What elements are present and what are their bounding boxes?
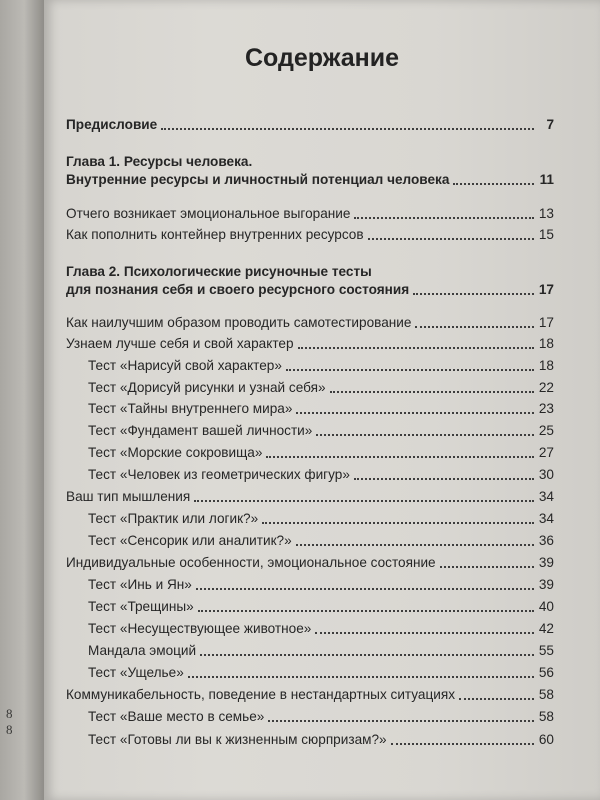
toc-entry-text: Тест «Несуществующее животное»	[88, 621, 312, 636]
toc-entry	[88, 708, 554, 726]
toc-page-number: 55	[538, 643, 554, 658]
toc-page-number: 7	[546, 117, 554, 132]
toc-page-number: 42	[538, 621, 554, 636]
toc-page-number: 30	[538, 467, 554, 482]
toc-entry-text: Тест «Тайны внутреннего мира»	[88, 401, 293, 416]
toc-page-number: 17	[538, 282, 554, 297]
toc-entry-text: Тест «Дорисуй рисунки и узнай себя»	[88, 380, 326, 395]
toc-page-number: 13	[538, 206, 554, 221]
toc-entry-text: Ваш тип мышления	[66, 489, 191, 504]
page-edge-digits	[6, 706, 13, 738]
toc-page-number: 23	[538, 401, 554, 416]
toc-entry-text: Тест «Фундамент вашей личности»	[88, 423, 313, 438]
toc-entry	[88, 598, 554, 616]
toc-page-number: 15	[538, 227, 554, 242]
previous-page-edge	[0, 0, 44, 800]
edge-digit: 8	[6, 706, 13, 721]
toc-page-number: 36	[538, 533, 554, 548]
book-page	[44, 0, 600, 800]
leader-dots	[296, 412, 534, 414]
toc-entry-text: Узнаем лучше себя и свой характер	[66, 336, 294, 351]
toc-page-number: 34	[538, 511, 554, 526]
toc-entry	[66, 335, 554, 353]
toc-page-number: 18	[538, 358, 554, 373]
page-title: Содержание	[244, 44, 400, 72]
leader-dots	[266, 456, 534, 458]
toc-entry	[88, 642, 554, 660]
toc-entry-text: Тест «Нарисуй свой характер»	[88, 358, 282, 373]
toc-entry-text: Тест «Ущелье»	[88, 665, 184, 680]
toc-entry-text: Как наилучшим образом проводить самотестирование	[66, 315, 412, 330]
toc-page-number: 25	[538, 423, 554, 438]
chapter1-title-line1: Глава 1. Ресурсы человека.	[66, 154, 253, 169]
toc-entry	[66, 205, 554, 223]
toc-entry	[88, 576, 554, 594]
toc-page-number: 22	[538, 380, 554, 395]
leader-dots	[296, 544, 534, 546]
leader-dots	[440, 566, 534, 568]
leader-dots	[188, 676, 534, 678]
toc-entry	[88, 510, 554, 528]
toc-page-number: 56	[538, 665, 554, 680]
toc-entry	[88, 379, 554, 397]
toc-entry	[66, 314, 554, 332]
toc-page-number: 58	[538, 709, 554, 724]
leader-dots	[368, 238, 534, 240]
leader-dots	[415, 326, 534, 328]
leader-dots	[413, 293, 534, 295]
toc-entry	[88, 532, 554, 550]
toc-entry-chapter2	[66, 281, 554, 299]
toc-entry-text: Отчего возникает эмоциональное выгорание	[66, 206, 351, 221]
toc-entry-text: Мандала эмоций	[88, 643, 197, 658]
toc-entry	[66, 554, 554, 572]
leader-dots	[161, 128, 534, 130]
toc-page-number: 17	[538, 315, 554, 330]
toc-entry	[88, 444, 554, 462]
toc-entry-text: Как пополнить контейнер внутренних ресурсов	[66, 227, 364, 242]
toc-entry-text: Тест «Трещины»	[88, 599, 194, 614]
leader-dots	[286, 369, 534, 371]
toc-page-number: 40	[538, 599, 554, 614]
toc-entry	[88, 466, 554, 484]
toc-page-number: 34	[538, 489, 554, 504]
edge-digit: 8	[6, 722, 13, 737]
leader-dots	[453, 183, 534, 185]
leader-dots	[198, 610, 534, 612]
chapter2-title-line1: Глава 2. Психологические рисуночные тесты	[66, 264, 372, 279]
toc-entry-text: Тест «Готовы ли вы к жизненным сюрпризам?»	[88, 732, 387, 747]
toc-entry-text: Тест «Практик или логик?»	[88, 511, 259, 526]
toc-page-number: 27	[538, 445, 554, 460]
leader-dots	[330, 391, 534, 393]
leader-dots	[200, 654, 534, 656]
toc-entry-text: Предисловие	[66, 117, 158, 132]
toc-entry-text: Тест «Ваше место в семье»	[88, 709, 265, 724]
toc-entry-text: Тест «Инь и Ян»	[88, 577, 192, 592]
toc-entry-text: Индивидуальные особенности, эмоциональное состояние	[66, 555, 436, 570]
leader-dots	[268, 720, 534, 722]
leader-dots	[196, 588, 534, 590]
toc-entry	[66, 686, 554, 704]
toc-page-number: 18	[538, 336, 554, 351]
toc-entry-text: Тест «Человек из геометрических фигур»	[88, 467, 350, 482]
leader-dots	[315, 632, 534, 634]
toc-page-number: 58	[538, 687, 554, 702]
toc-entry-text: Внутренние ресурсы и личностный потенциал человека	[66, 172, 450, 187]
toc-page-number: 11	[539, 172, 554, 187]
leader-dots	[354, 217, 534, 219]
leader-dots	[194, 500, 534, 502]
toc-entry	[66, 488, 554, 506]
leader-dots	[459, 698, 534, 700]
toc-entry-text: Тест «Сенсорик или аналитик?»	[88, 533, 292, 548]
toc-entry	[88, 620, 554, 638]
toc-entry-preface	[66, 116, 554, 134]
toc-page-number: 60	[538, 732, 554, 747]
toc-entry	[88, 731, 554, 749]
toc-entry-text: Коммуникабельность, поведение в нестандартных ситуациях	[66, 687, 456, 702]
toc-entry	[88, 422, 554, 440]
leader-dots	[391, 743, 534, 745]
toc-entry-text: Тест «Морские сокровища»	[88, 445, 263, 460]
toc-entry	[66, 226, 554, 244]
leader-dots	[298, 347, 534, 349]
leader-dots	[316, 434, 534, 436]
leader-dots	[262, 522, 534, 524]
toc-entry	[88, 400, 554, 418]
leader-dots	[354, 478, 534, 480]
toc-page-number: 39	[538, 555, 554, 570]
toc-entry	[88, 357, 554, 375]
toc-entry-text: для познания себя и своего ресурсного состояния	[66, 282, 410, 297]
toc-entry	[88, 664, 554, 682]
toc-entry-chapter1	[66, 171, 554, 189]
toc-page-number: 39	[538, 577, 554, 592]
